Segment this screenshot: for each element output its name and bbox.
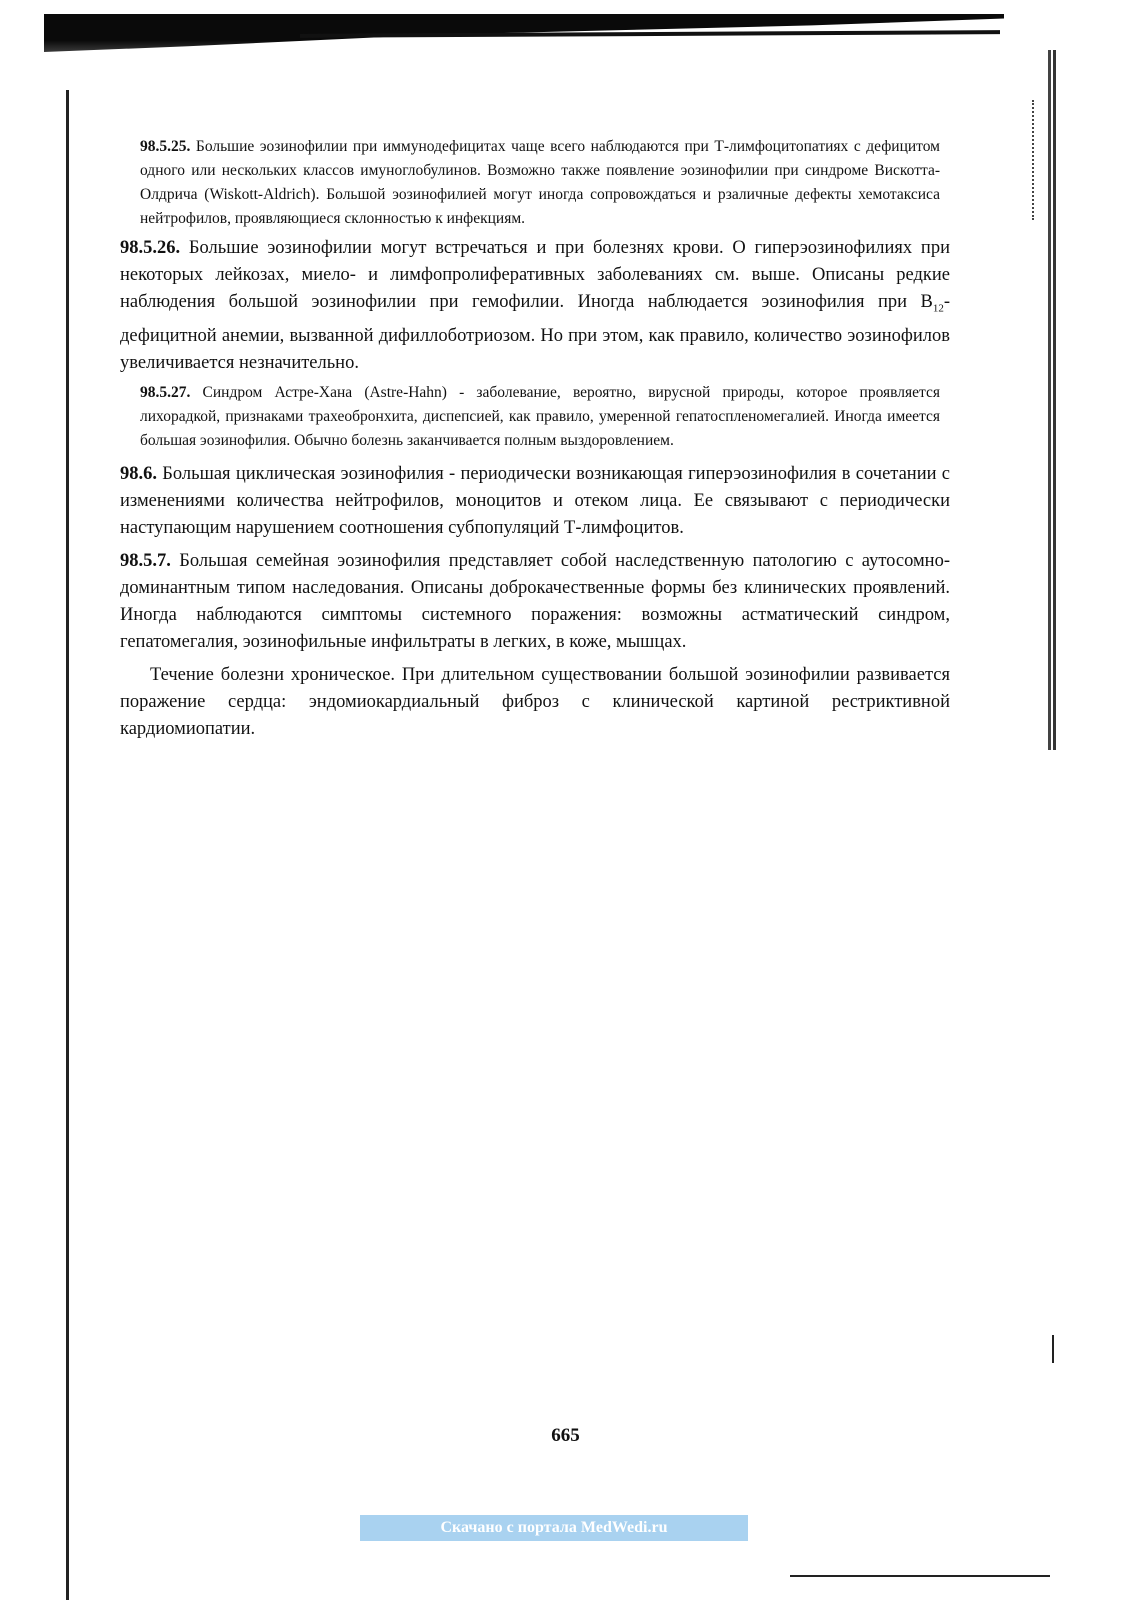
- section-number: 98.5.26.: [120, 238, 181, 258]
- paragraph-98-6: [120, 461, 950, 542]
- scan-edge-line-left: [66, 90, 69, 1600]
- paragraph-text-cont: -дефицитной анемии, вызванной дифиллоботриозом. Но при этом, как правило, количество эозинофилов увеличивается незначительно.: [120, 292, 950, 373]
- paragraph-text: Синдром Астре-Хана (Astre-Hahn) - заболевание, вероятно, вирусной природы, которое проявляется лихорадкой, признаками трахеобронхита, диспепсией, как правило, умеренной гепатоспленомегалией. Иногда имеется большая эозинофилия. Обычно болезнь заканчивается полным выздоровлением.: [140, 383, 940, 449]
- paragraph-course: [120, 662, 950, 743]
- paragraph-text: Большие эозинофилии могут встречаться и при болезнях крови. О гиперэозинофилиях при некоторых лейкозах, миело- и лимфопролиферативных заболеваниях см. выше. Описаны редкие наблюдения большой эозинофилии при гемофилии. Иногда наблюдается эозинофилия при B: [120, 238, 950, 312]
- paragraph-98-5-26: [120, 235, 950, 377]
- paragraph-text: Большие эозинофилии при иммунодефицитах чаще всего наблюдаются при Т-лимфоцитопатиях с дефицитом одного или нескольких классов имуноглобулинов. Возможно также появление эозинофилии при синдроме Вискотта-Олдрича (Wiskott-Aldrich). Большой эозинофилией могут иногда сопровождаться и рзаличные дефекты хемотаксиса нейтрофилов, проявляющиеся склонностью к инфекциям.: [140, 138, 940, 227]
- scan-noise-right: [1032, 100, 1040, 220]
- page-body: [120, 135, 950, 743]
- paragraph-text: Большая семейная эозинофилия представляет собой наследственную патологию с аутосомно-доминантным типом наследования. Описаны доброкачественные формы без клинических проявлений. Иногда наблюдаются симптомы системного поражения: возможны астматический синдром, гепатомегалия, эозинофильные инфильтраты в легких, в коже, мышцах.: [120, 550, 950, 652]
- paragraph-98-5-25: [120, 135, 950, 231]
- paragraph-98-5-7: [120, 548, 950, 656]
- paragraph-98-5-27: [120, 381, 950, 453]
- section-number: 98.5.7.: [120, 550, 171, 571]
- scan-edge-line-right: [1048, 50, 1056, 750]
- section-number: 98.5.27.: [140, 383, 191, 401]
- page-number: 665: [551, 1425, 580, 1446]
- download-source-banner[interactable]: Скачано с портала MedWedi.ru: [360, 1515, 748, 1541]
- paragraph-text: Большая циклическая эозинофилия - периодически возникающая гиперэозинофилия в сочетании с изменениями количества нейтрофилов, моноцитов и отеком лица. Ее связывают с периодически наступающим нарушением соотношения субпопуляций Т-лимфоцитов.: [120, 463, 950, 538]
- subscript: 12: [932, 302, 944, 315]
- section-number: 98.5.25.: [140, 138, 191, 155]
- scan-edge-mark-right: [1052, 1335, 1054, 1363]
- section-number: 98.6.: [120, 463, 157, 484]
- paragraph-text: Течение болезни хроническое. При длительном существовании большой эозинофилии развивается поражение сердца: эндомиокардиальный фиброз с клинической картиной рестриктивной кардиомиопатии.: [120, 664, 950, 739]
- scan-edge-line-bottom: [790, 1575, 1050, 1577]
